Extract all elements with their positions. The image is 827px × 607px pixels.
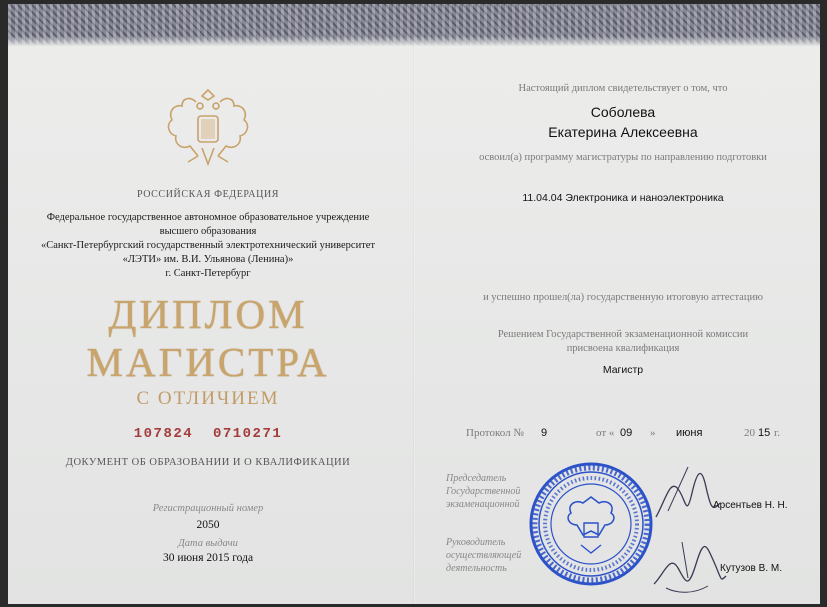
head-signature <box>648 524 728 599</box>
registration-label: Регистрационный номер <box>152 503 264 514</box>
document-type: ДОКУМЕНТ ОБ ОБРАЗОВАНИИ И О КВАЛИФИКАЦИИ <box>65 457 351 468</box>
protocol-label: Протокол № <box>466 427 524 439</box>
diploma-title-line2: МАГИСТРА <box>86 339 330 385</box>
specialty: 11.04.04 Электроника и наноэлектроника <box>522 192 724 204</box>
intro-text: Настоящий диплом свидетельствует о том, что <box>518 83 728 94</box>
issue-date-label: Дата выдачи <box>178 538 238 549</box>
coat-of-arms-icon <box>158 82 258 182</box>
protocol-number: 9 <box>541 427 548 439</box>
institution-line: г. Санкт-Петербург <box>165 268 251 279</box>
protocol-day-close: » <box>650 427 656 439</box>
protocol-year: 15 <box>758 427 771 439</box>
institution-line: «ЛЭТИ» им. В.И. Ульянова (Ленина)» <box>122 254 294 265</box>
institution-line: Федеральное государственное автономное образовательное учреждение <box>46 212 370 223</box>
graduate-given-names: Екатерина Алексеевна <box>548 124 698 140</box>
institution-line: «Санкт-Петербургский государственный электротехнический университет <box>40 240 376 251</box>
serial-number: 107824 0710271 <box>133 426 283 442</box>
registration-number: 2050 <box>196 519 220 531</box>
head-label-line: Руководитель <box>446 537 506 548</box>
qualification: Магистр <box>602 364 644 376</box>
page-fold <box>413 44 415 604</box>
head-label-line: деятельность <box>446 563 507 574</box>
official-seal-stamp <box>526 459 656 589</box>
chair-label-line: Председатель <box>446 473 507 484</box>
protocol-month: июня <box>676 427 703 439</box>
head-label <box>446 536 521 575</box>
protocol-year-suffix: г. <box>774 427 781 439</box>
chair-label-line: Государственной <box>446 486 521 497</box>
chair-label <box>446 472 520 511</box>
chair-name: Арсентьев Н. Н. <box>713 500 788 511</box>
head-label-line: осуществляющей <box>446 550 522 561</box>
decision-text <box>428 328 818 356</box>
country-name: РОССИЙСКАЯ ФЕДЕРАЦИЯ <box>136 189 280 200</box>
program-text: освоил(а) программу магистратуры по направлению подготовки <box>479 152 767 163</box>
head-name: Кутузов В. М. <box>720 563 782 574</box>
protocol-day: 09 <box>620 427 633 439</box>
graduate-surname: Соболева <box>590 104 656 120</box>
institution-line: высшего образования <box>159 226 257 237</box>
certification-text: и успешно прошел(ла) государственную итоговую аттестацию <box>483 292 763 303</box>
diploma-title-line1: ДИПЛОМ <box>108 291 308 337</box>
institution-name <box>8 211 408 281</box>
decision-line: Решением Государственной экзаменационной комиссии <box>497 329 749 340</box>
diploma-document <box>8 4 820 604</box>
chair-label-line: экзаменационной <box>446 499 520 510</box>
security-pattern-band <box>8 4 820 46</box>
protocol-from-label: от « <box>596 427 615 439</box>
issue-date: 30 июня 2015 года <box>162 552 254 564</box>
protocol-year-prefix: 20 <box>744 427 755 439</box>
protocol-line <box>454 427 814 445</box>
honors-label: С ОТЛИЧИЕМ <box>136 388 280 409</box>
chair-signature <box>648 459 728 529</box>
decision-line: присвоена квалификация <box>566 343 680 354</box>
